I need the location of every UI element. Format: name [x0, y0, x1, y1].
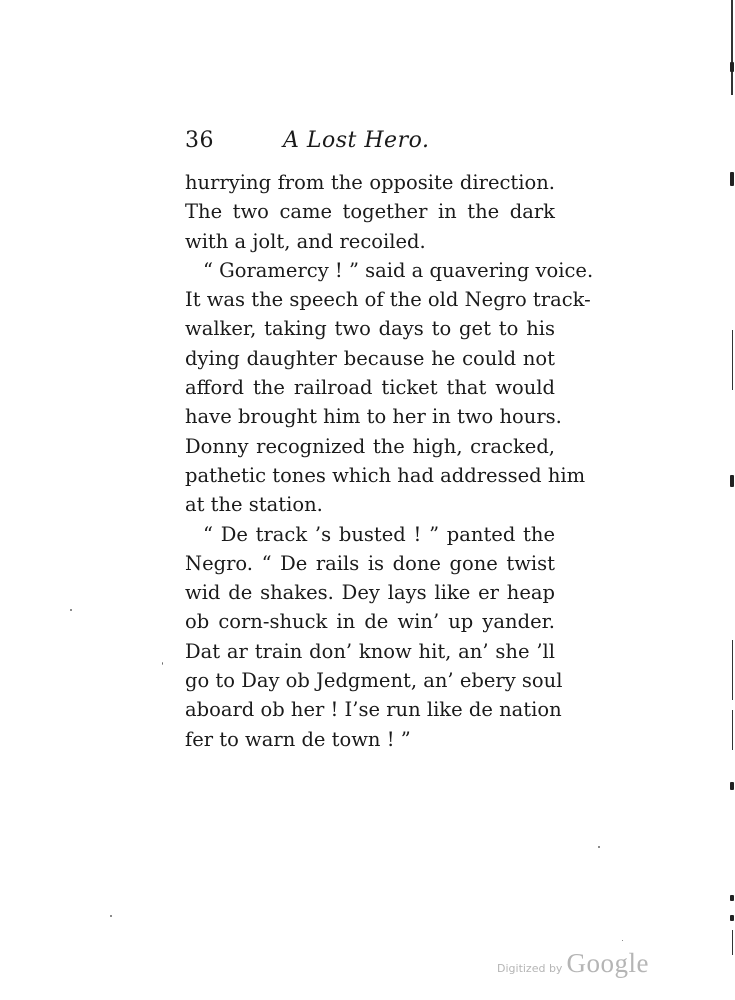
page-edge-line [731, 0, 733, 95]
text-line: walker, taking two days to get to his [185, 317, 555, 341]
text-line: hurrying from the opposite direction. [185, 171, 555, 194]
text-line: pathetic tones which had addressed him [185, 463, 586, 487]
text-line: with a jolt, and recoiled. [185, 229, 426, 253]
text-line: wid de shakes. Dey lays like er heap [185, 581, 555, 605]
page-edge-mark [730, 62, 734, 72]
body-text [185, 168, 594, 754]
text-line: Donny recognized the high, cracked, [185, 434, 555, 458]
page-number: 36 [185, 128, 214, 153]
watermark-logo: Google [566, 948, 649, 978]
text-line: The two came together in the dark [185, 200, 555, 224]
text-line: have brought him to her in two hours. [185, 405, 562, 429]
scan-speck [598, 846, 600, 848]
watermark-prefix: Digitized by [497, 962, 563, 975]
text-line: It was the speech of the old Negro track- [185, 288, 591, 312]
page-edge-mark [730, 172, 734, 186]
text-line: Dat ar train don’ know hit, an’ she ’ll [185, 639, 555, 663]
text-line: “ De track ’s busted ! ” panted the [203, 522, 555, 546]
text-line: dying daughter because he could not [185, 346, 555, 370]
page-edge-mark [730, 895, 734, 901]
scan-speck [110, 915, 112, 917]
page-edge-line [732, 930, 733, 955]
scan-speck [70, 609, 72, 611]
text-line: at the station. [185, 493, 323, 517]
text-line: fer to warn de town ! ” [185, 727, 411, 751]
page-edge-line [732, 330, 733, 390]
page-edge-mark [730, 475, 734, 487]
text-line: afford the railroad ticket that would [185, 376, 555, 400]
text-line: aboard ob her ! I’se run like de nation [185, 698, 562, 722]
page-edge-mark [730, 915, 734, 921]
digitization-watermark [497, 948, 649, 979]
page-edge-line [732, 640, 733, 700]
scan-speck [622, 940, 623, 941]
page-edge-mark [730, 782, 734, 790]
text-line: ob corn-shuck in de win’ up yander. [185, 610, 555, 634]
text-line: Negro. “ De rails is done gone twist [185, 551, 555, 575]
running-header [185, 124, 555, 154]
running-title: A Lost Hero. [283, 128, 430, 153]
text-line: go to Day ob Jedgment, an’ ebery soul [185, 669, 563, 693]
scan-speck [162, 662, 163, 665]
page-edge-line [732, 710, 733, 750]
text-line: “ Goramercy ! ” said a quavering voice. [203, 258, 594, 282]
